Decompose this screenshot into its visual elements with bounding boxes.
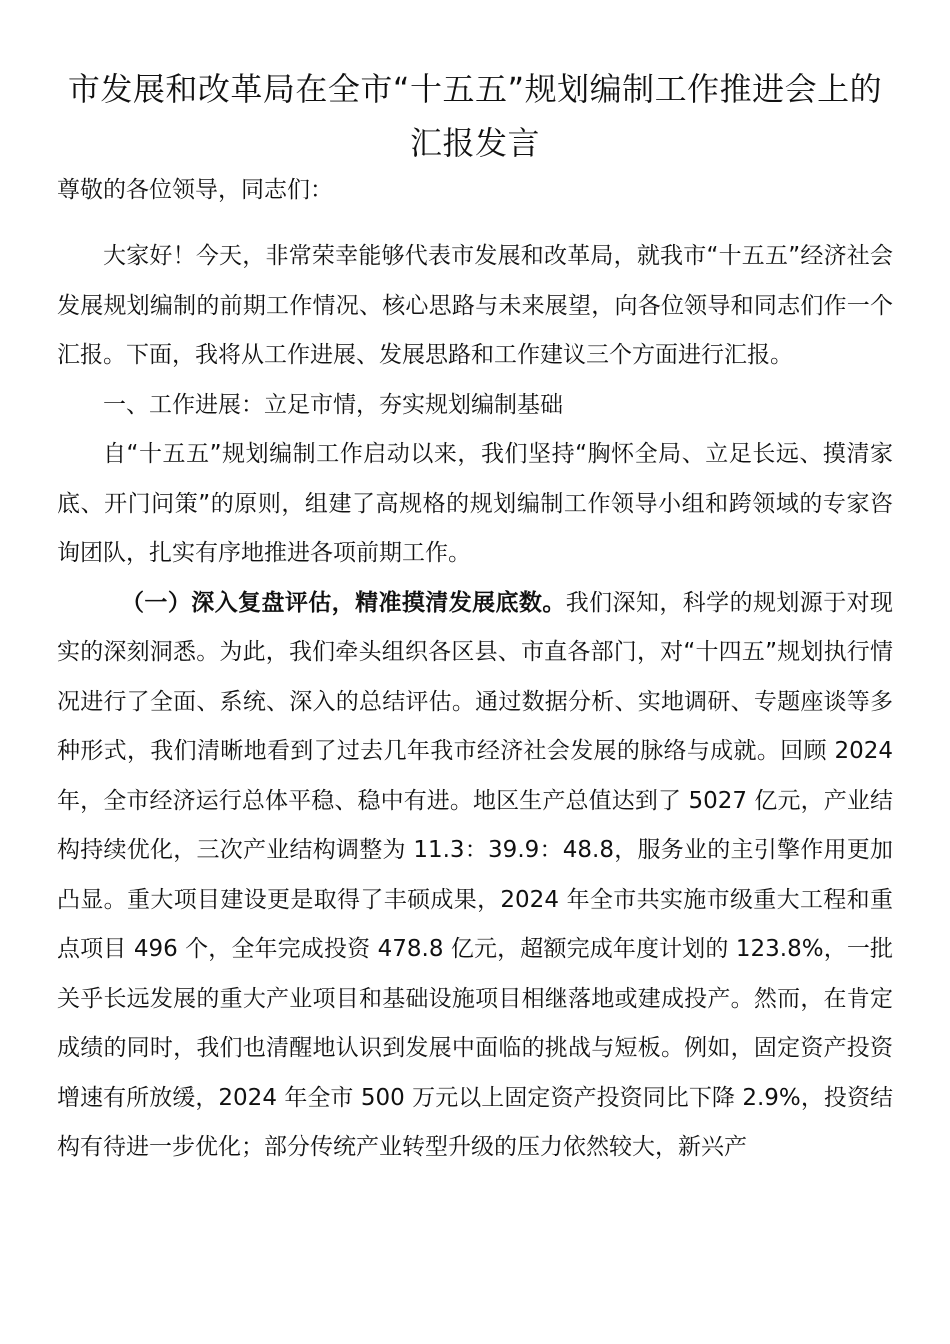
section-1-heading: 一、工作进展：立足市情，夯实规划编制基础	[103, 391, 563, 418]
document-title: 市发展和改革局在全市“十五五”规划编制工作推进会上的汇报发言	[67, 70, 883, 162]
subsection-1-paragraph	[57, 579, 893, 1173]
subsection-1-heading: （一）深入复盘评估，精准摸清发展底数。	[121, 589, 566, 616]
salutation: 尊敬的各位领导，同志们：	[57, 177, 333, 203]
section-1-intro-paragraph: 自“十五五”规划编制工作启动以来，我们坚持“胸怀全局、立足长远、摸清家底、开门问策”的原则，组建了高规格的规划编制工作领导小组和跨领域的专家咨询团队，扎实有序地推进各项前期工作。	[57, 441, 893, 566]
intro-paragraph: 大家好！今天，非常荣幸能够代表市发展和改革局，就我市“十五五”经济社会发展规划编制的前期工作情况、核心思路与未来展望，向各位领导和同志们作一个汇报。下面，我将从工作进展、发展思路和工作建议三个方面进行汇报。	[57, 243, 893, 368]
subsection-1-body: 我们深知，科学的规划源于对现实的深刻洞悉。为此，我们牵头组织各区县、市直各部门，对“十四五”规划执行情况进行了全面、系统、深入的总结评估。通过数据分析、实地调研、专题座谈等多种形式，我们清晰地看到了过去几年我市经济社会发展的脉络与成就。回顾 2024 年，全市经济运行总体平稳、稳中有进。地区生产总值达到了 5027 亿元，产业结构持续优化，三次产业结构调整为 11.3：39.9：48.8，服务业的主引擎作用更加凸显。重大项目建设更是取得了丰硕成果，2024 年全市共实施市级重大工程和重点项目 496 个，全年完成投资 478.8 亿元，超额完成年度计划的 123.8%，一批关乎长远发展的重大产业项目和基础设施项目相继落地或建成投产。然而，在肯定成绩的同时，我们也清醒地认识到发展中面临的挑战与短板。例如，固定资产投资增速有所放缓，2024 年全市 500 万元以上固定资产投资同比下降 2.9%，投资结构有待进一步优化；部分传统产业转型升级的压力依然较大，新兴产	[57, 589, 893, 1160]
document-page	[57, 62, 893, 1173]
